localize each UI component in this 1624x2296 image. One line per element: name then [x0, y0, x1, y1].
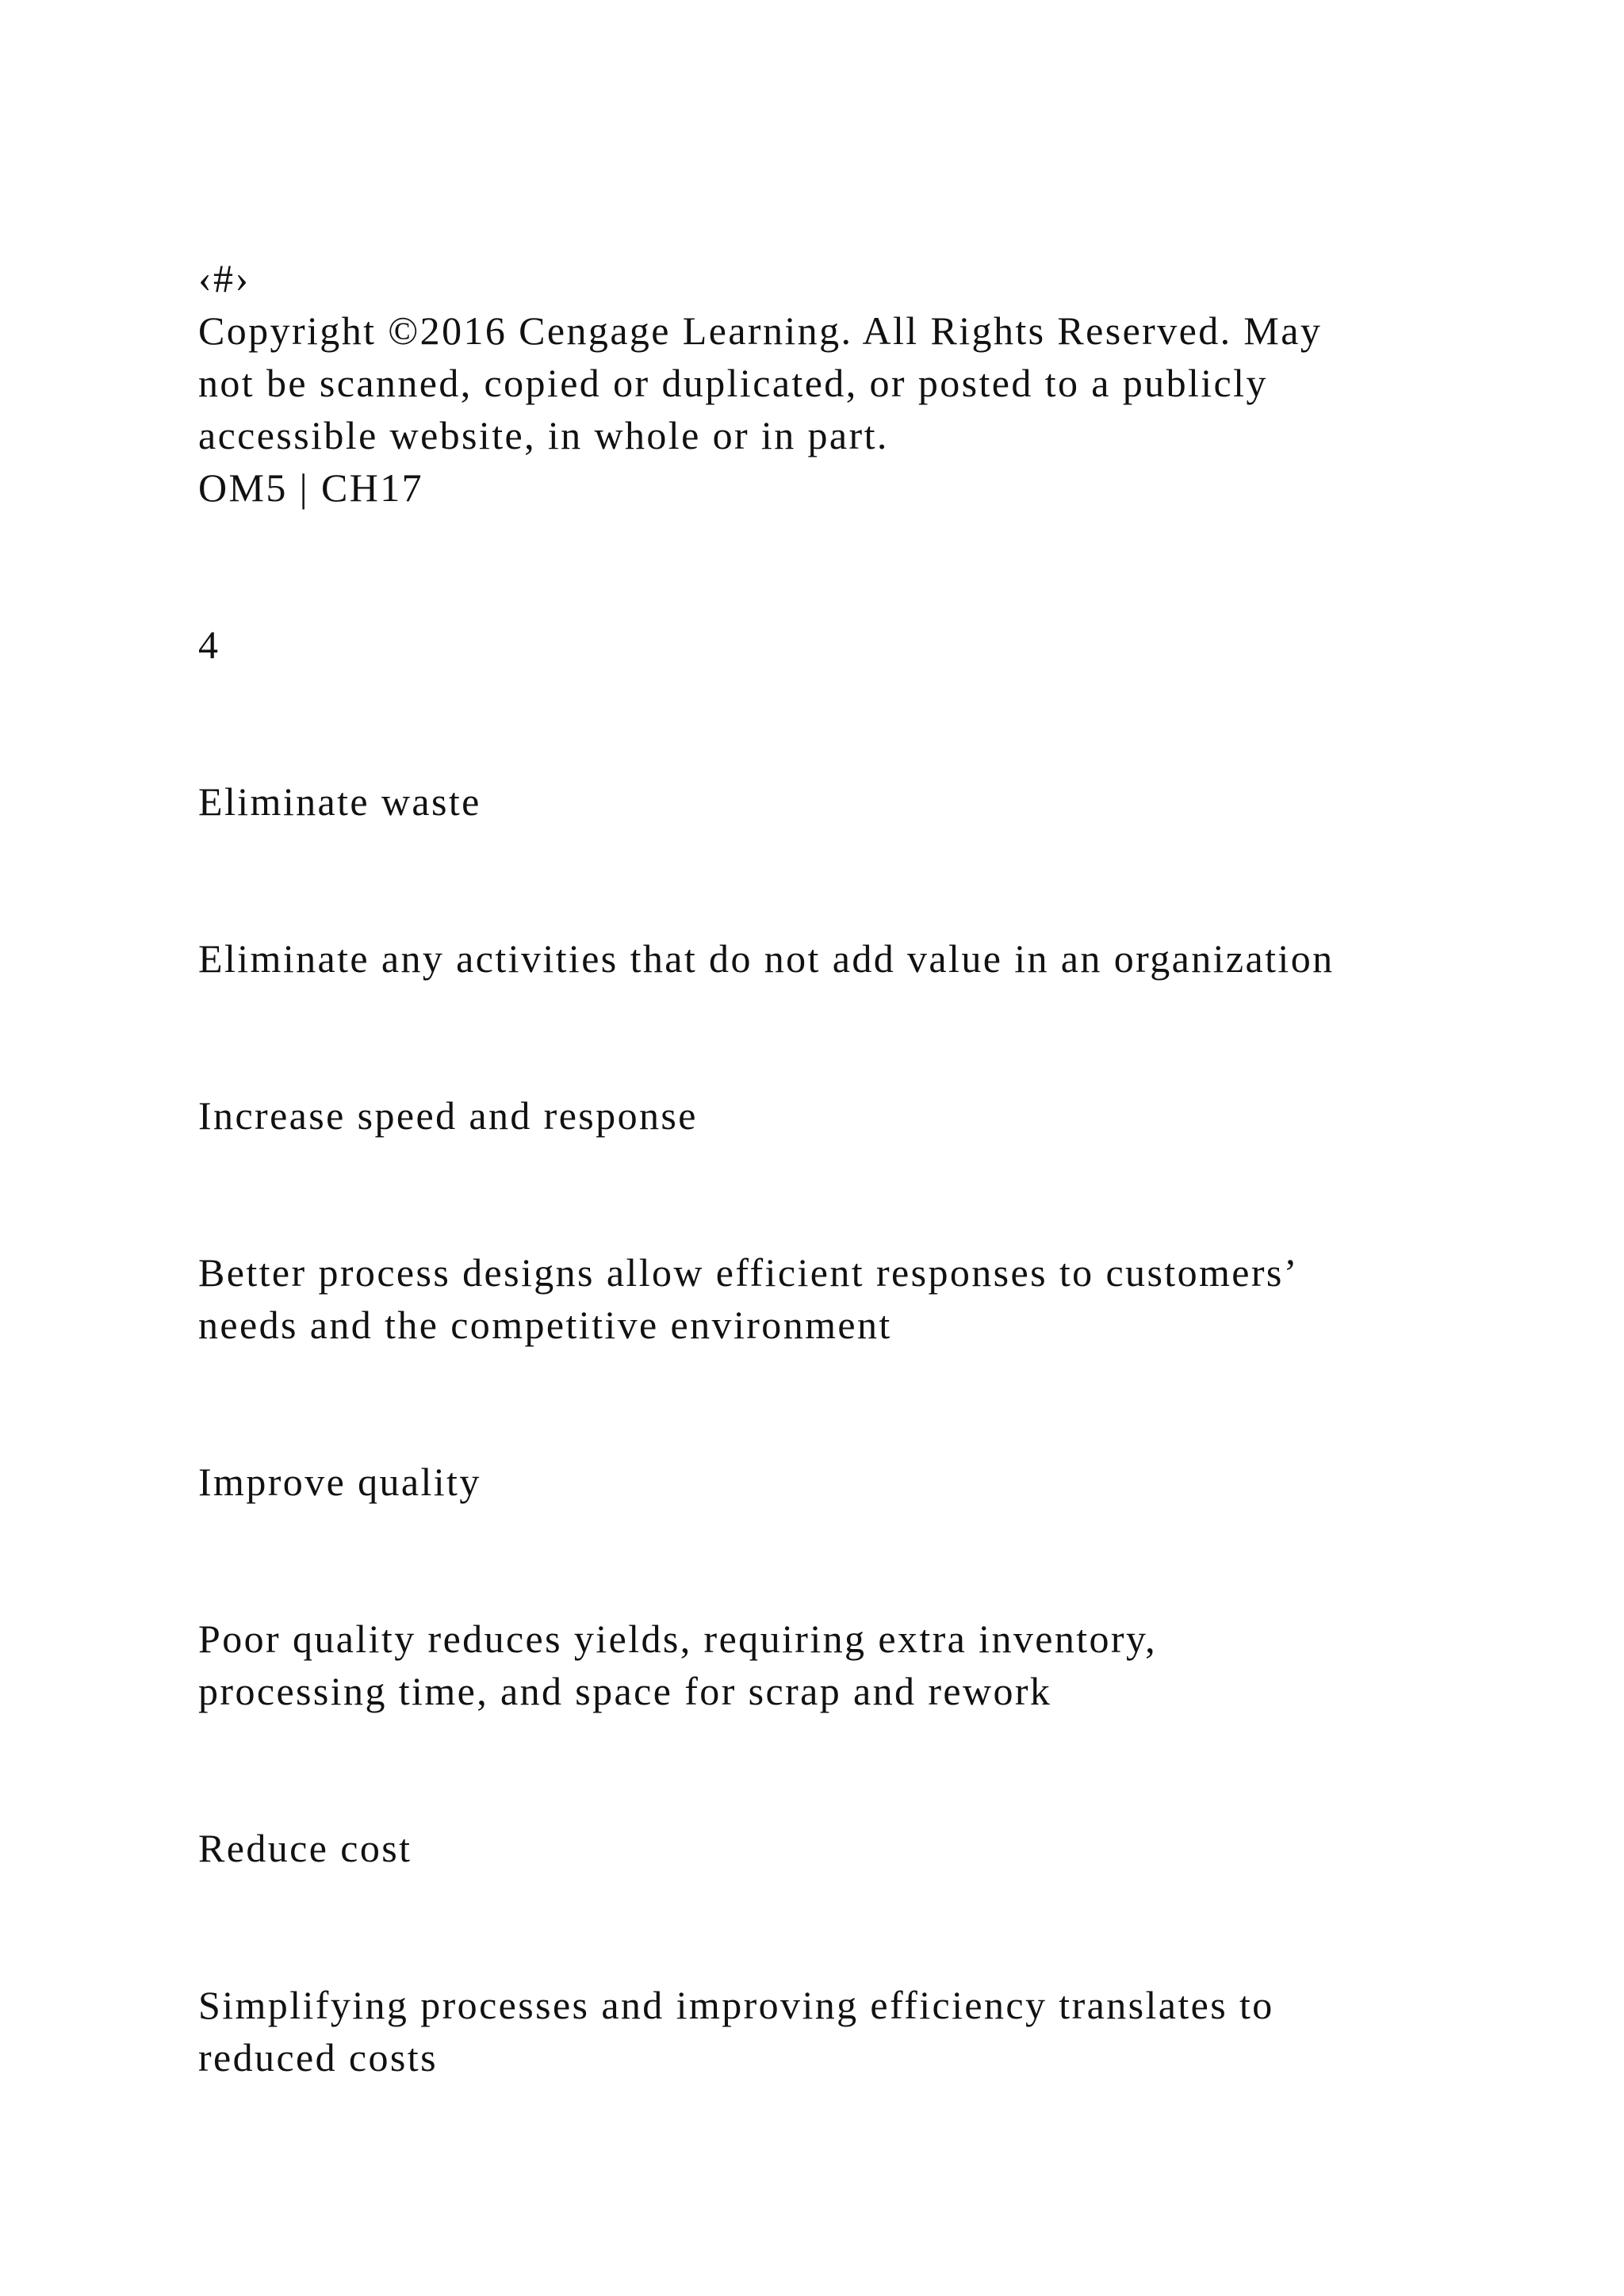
item-heading-increase-speed: Increase speed and response — [198, 1093, 698, 1138]
item-description-increase-speed-line-2: needs and the competitive environment — [198, 1303, 892, 1347]
copyright-line-3: accessible website, in whole or in part. — [198, 413, 889, 457]
slide-number-marker: ‹#› — [198, 256, 251, 300]
item-description-improve-quality-line-1: Poor quality reduces yields, requiring extra inventory, — [198, 1617, 1158, 1661]
item-description-eliminate-waste: Eliminate any activities that do not add value in an organization — [198, 936, 1335, 981]
item-heading-reduce-cost: Reduce cost — [198, 1826, 412, 1870]
item-heading-eliminate-waste: Eliminate waste — [198, 779, 481, 824]
copyright-line-1: Copyright ©2016 Cengage Learning. All Rights Reserved. May — [198, 308, 1323, 353]
item-description-reduce-cost-line-2: reduced costs — [198, 2035, 438, 2080]
item-heading-improve-quality: Improve quality — [198, 1460, 481, 1504]
copyright-line-2: not be scanned, copied or duplicated, or posted to a publicly — [198, 361, 1268, 405]
item-description-increase-speed-line-1: Better process designs allow efficient responses to customers’ — [198, 1250, 1299, 1295]
item-description-reduce-cost-line-1: Simplifying processes and improving efficiency translates to — [198, 1983, 1274, 2027]
item-description-improve-quality-line-2: processing time, and space for scrap and rework — [198, 1669, 1052, 1713]
page-number: 4 — [198, 622, 220, 667]
course-chapter-label: OM5 | CH17 — [198, 465, 424, 510]
